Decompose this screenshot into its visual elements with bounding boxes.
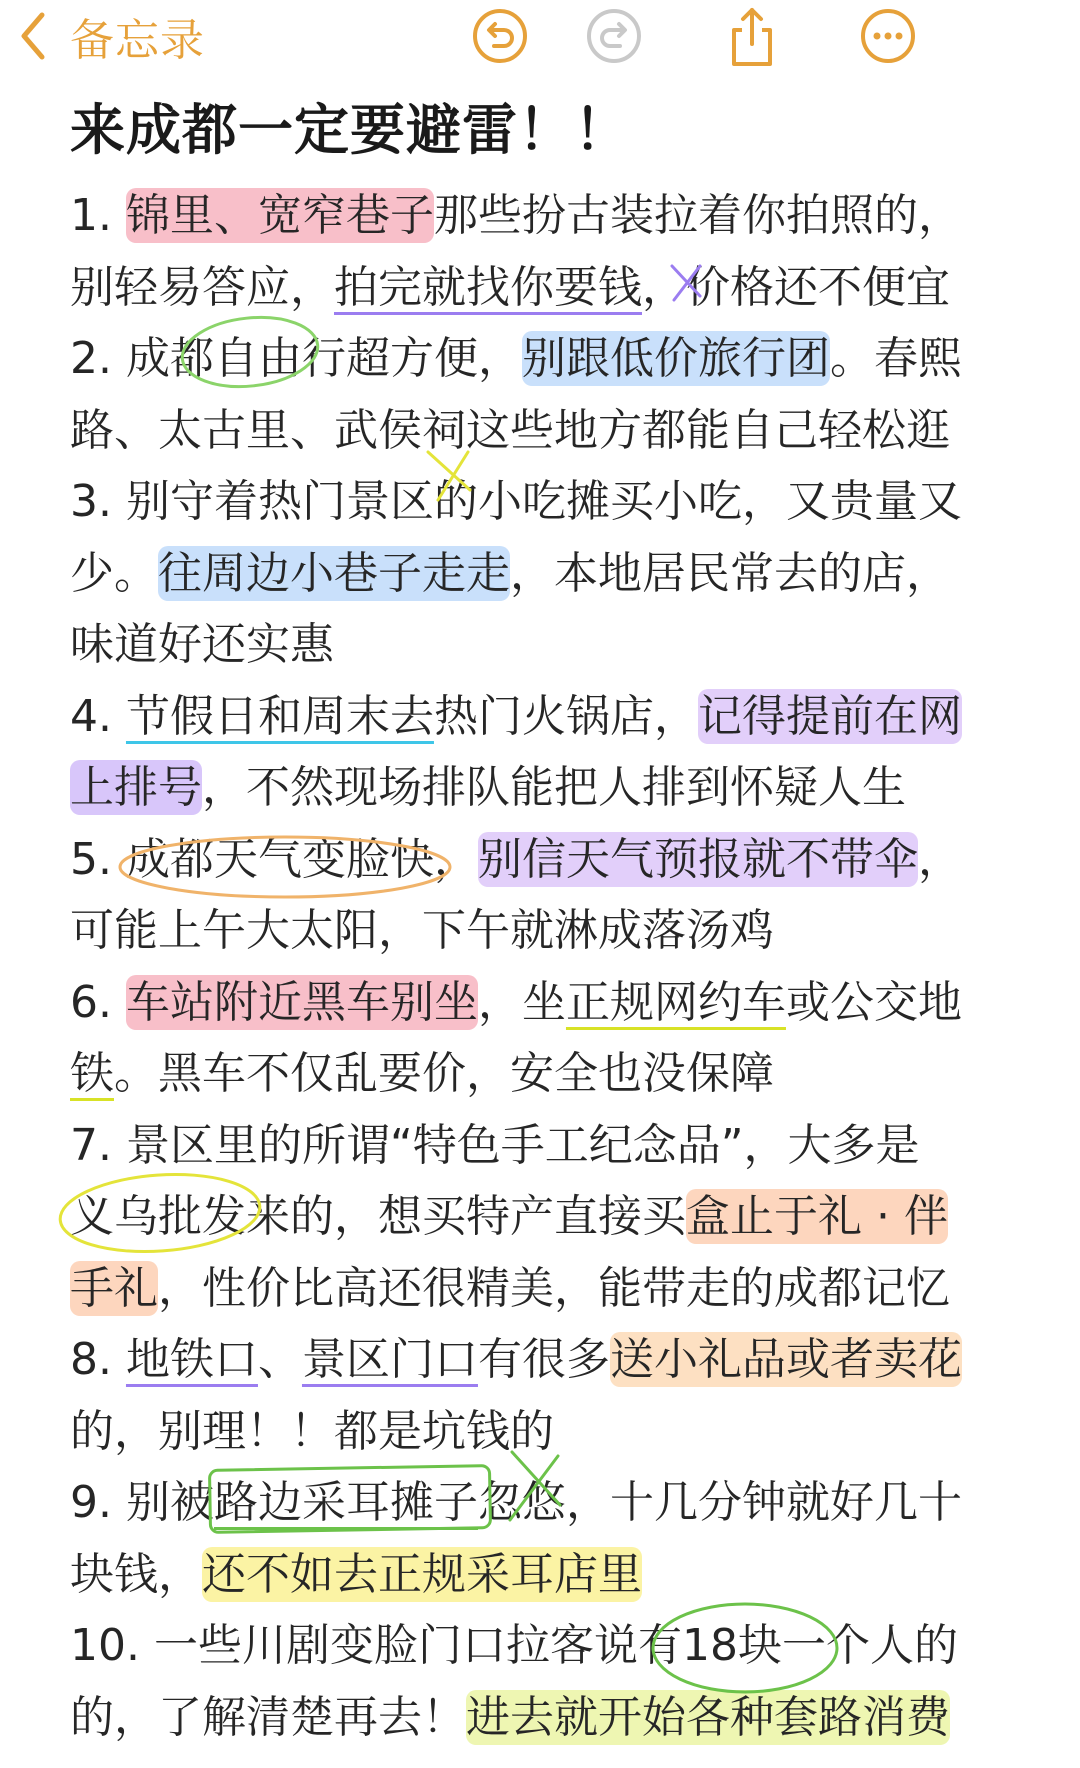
text-segment: 5. 成都天气变脸快， [70,833,478,885]
text-segment: 义乌批发来的，想买特产直接买 [70,1191,686,1242]
highlighted-text: 送小礼品或者卖花 [609,1334,962,1385]
note-line [70,967,1010,1039]
note-line [70,1110,1010,1182]
text-segment: 3. 别守着热门景区的小吃摊买小吃，又贵量又 [70,476,962,527]
text-segment: 9. 别被 [70,1477,214,1528]
undo-icon [470,6,530,66]
text-segment: 有很多 [477,1334,610,1385]
note-line [70,609,1010,681]
note-line [70,538,1010,610]
more-icon [858,6,918,66]
chevron-left-icon [18,11,48,61]
highlighted-text: 盒止于礼 · 伴 [686,1191,948,1242]
redo-icon [584,6,644,66]
text-segment: 8. [70,1334,126,1385]
text-segment: 别轻易答应， [70,261,334,313]
redo-button[interactable] [584,6,644,66]
highlighted-text: 往周边小巷子走走 [158,547,510,599]
highlighted-text: 锦里、宽窄巷子 [125,190,434,241]
note-line [70,1539,1010,1611]
underlined-text: 节假日和周末去 [125,690,434,742]
text-segment: 那些扮古装拉着你拍照的， [433,190,962,241]
underlined-text: 正规网约车 [565,976,786,1028]
underlined-text: 地铁口 [125,1334,258,1385]
note-line [70,1324,1010,1396]
highlighted-text: 车站附近黑车别坐 [125,976,478,1028]
note-line [70,1181,1010,1253]
note-line [70,466,1010,538]
text-segment: 忽悠，十几分钟就好几十 [477,1477,962,1528]
note-line [70,395,1010,467]
note-line [70,681,1010,753]
text-segment: 的，别理！！都是坑钱的 [70,1405,554,1457]
highlighted-text: 手礼 [70,1262,158,1314]
underlined-text: 拍完就找你要钱 [334,261,642,313]
note-line [70,180,1010,252]
note-line [70,824,1010,896]
text-segment: ，性价比高还很精美，能带走的成都记忆 [158,1262,950,1314]
text-segment: 6. [70,976,126,1028]
text-segment: ， [917,833,962,885]
undo-button[interactable] [470,6,530,66]
text-segment: 。春熙 [829,333,962,384]
highlighted-text: 上排号 [70,762,202,813]
note-line [70,1038,1010,1110]
back-button[interactable] [18,8,205,64]
text-segment: 1. [70,190,126,241]
text-segment: 10. 一些川剧变脸门口拉客说有18块一个人的 [70,1620,958,1671]
back-label: 备忘录 [70,15,205,66]
note-line [70,752,1010,824]
underlined-text: 路边采耳摊子 [213,1477,478,1528]
share-icon [722,6,782,70]
note-line [70,323,1010,395]
note-line [70,1253,1010,1325]
highlighted-text: 进去就开始各种套路消费 [466,1691,950,1743]
text-segment: 4. [70,690,126,742]
highlighted-text: 还不如去正规采耳店里 [202,1548,642,1600]
highlighted-text: 记得提前在网 [697,690,962,742]
text-segment: 热门火锅店， [433,690,698,742]
text-segment: 、 [257,1334,302,1385]
text-segment: 可能上午大太阳，下午就淋成落汤鸡 [70,905,774,956]
note-line [70,1610,1010,1682]
share-button[interactable] [722,6,782,66]
note-line [70,252,1010,324]
note-line [70,895,1010,967]
text-segment: 少。 [70,547,158,599]
text-segment: 或公交地 [785,976,962,1028]
underlined-text: 景区门口 [301,1334,478,1385]
note-body[interactable] [70,180,1010,1753]
text-segment: 味道好还实惠 [70,619,334,670]
navigation-bar [0,0,1080,84]
text-segment: 2. 成都自由行超方便， [70,333,522,384]
text-segment: 7. 景区里的所谓“特色手工纪念品”，大多是 [70,1119,920,1171]
highlighted-text: 别信天气预报就不带伞 [477,833,918,885]
text-segment: ，坐 [477,976,566,1028]
note-title[interactable]: 来成都一定要避雷！！ [70,98,631,162]
more-button[interactable] [858,6,918,66]
text-segment: 。黑车不仅乱要价，安全也没保障 [114,1048,774,1099]
underlined-text: 铁 [70,1048,114,1099]
text-segment: 的，了解清楚再去！ [70,1691,466,1743]
text-segment: ，不然现场排队能把人排到怀疑人生 [202,762,906,813]
note-line [70,1396,1010,1468]
text-segment: 块钱， [70,1548,202,1600]
text-segment: ，价格还不便宜 [642,261,950,313]
note-line [70,1682,1010,1754]
text-segment: 路、太古里、武侯祠这些地方都能自己轻松逛 [70,404,950,456]
highlighted-text: 别跟低价旅行团 [521,333,830,384]
text-segment: ，本地居民常去的店， [510,547,950,599]
note-line [70,1467,1010,1539]
